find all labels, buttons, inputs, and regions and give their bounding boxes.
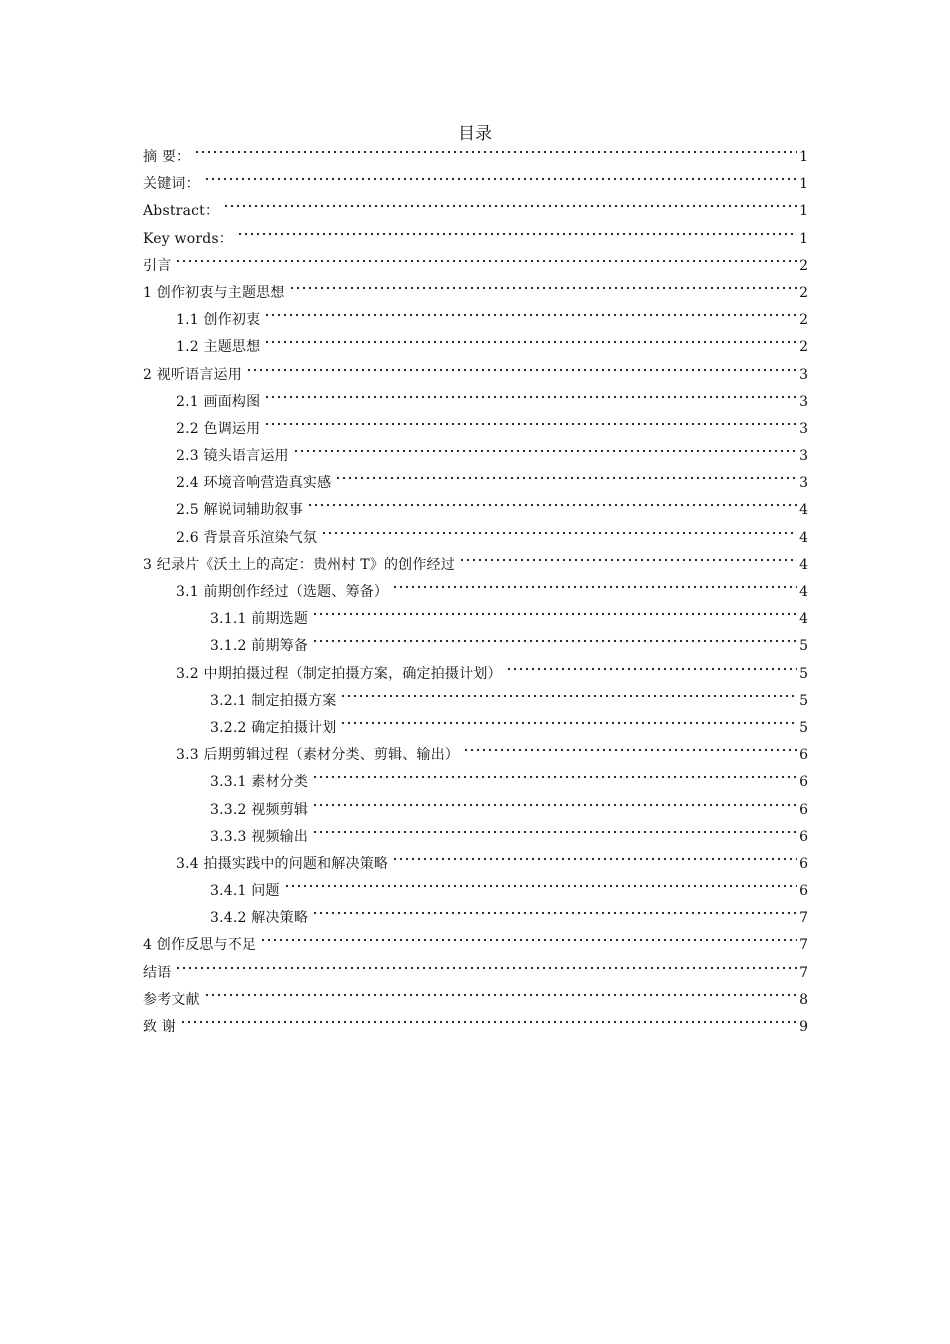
dot-leader (204, 174, 797, 184)
dot-leader (260, 935, 797, 945)
toc-entry-page-number: 4 (799, 584, 808, 600)
toc-entry[interactable] (143, 280, 808, 307)
toc-entry[interactable] (143, 960, 808, 987)
toc-entry[interactable] (143, 334, 808, 361)
toc-entry-page-number: 4 (799, 556, 808, 573)
dot-leader (194, 147, 797, 157)
dot-leader (340, 691, 797, 701)
toc-entry[interactable] (143, 824, 808, 851)
toc-entry-page-number: 6 (799, 883, 808, 900)
toc-entry-label: 2.4 环境音响营造真实感 (176, 475, 332, 492)
dot-leader (312, 609, 797, 619)
toc-entry-label: 3.4.1 问题 (210, 883, 280, 900)
toc-entry-label: 3.3 后期剪辑过程（素材分类、剪辑、输出） (176, 747, 460, 764)
dot-leader (506, 664, 797, 674)
toc-entry[interactable] (143, 253, 808, 280)
toc-entry-label: 引言 (143, 257, 172, 274)
toc-entry-page-number: 3 (799, 475, 808, 492)
dot-leader (392, 582, 797, 592)
toc-entry[interactable] (143, 742, 808, 769)
toc-entry-label: 3.2.1 制定拍摄方案 (210, 692, 337, 709)
toc-entry-page-number: 4 (799, 529, 808, 546)
dot-leader (463, 745, 797, 755)
dot-leader (175, 963, 797, 973)
toc-entry-page-number: 2 (799, 312, 808, 329)
dot-leader (335, 473, 797, 483)
toc-entry[interactable] (143, 688, 808, 715)
dot-leader (312, 800, 797, 810)
toc-entry-page-number: 6 (799, 801, 808, 818)
toc-entry[interactable] (143, 932, 808, 959)
toc-entry-page-number: 5 (799, 719, 808, 736)
toc-entry-page-number: 2 (799, 339, 808, 356)
toc-entry-page-number: 1 (799, 149, 808, 165)
toc-entry-label: 关键词： (143, 176, 200, 193)
dot-leader (312, 827, 797, 837)
toc-entry-page-number: 3 (799, 420, 808, 437)
toc-entry-label: 2.5 解说词辅助叙事 (176, 502, 303, 519)
toc-entry-label: 3.2.2 确定拍摄计划 (210, 719, 337, 736)
toc-entry-page-number: 6 (799, 855, 808, 872)
toc-entry-page-number: 3 (799, 393, 808, 410)
toc-entry-label: 3.3.2 视频剪辑 (210, 801, 309, 818)
toc-entry-label: 2 视听语言运用 (143, 366, 242, 383)
dot-leader (264, 419, 797, 429)
toc-entry[interactable] (143, 633, 808, 660)
dot-leader (180, 1017, 797, 1027)
toc-entry[interactable] (143, 171, 808, 198)
toc-entry[interactable] (143, 606, 808, 633)
toc-entry-page-number: 6 (799, 747, 808, 764)
toc-entry-page-number: 4 (799, 502, 808, 519)
toc-entry-label: 4 创作反思与不足 (143, 937, 257, 954)
toc-entry-page-number: 1 (799, 230, 808, 247)
toc-entry[interactable] (143, 497, 808, 524)
toc-entry[interactable] (143, 416, 808, 443)
dot-leader (289, 283, 798, 293)
toc-entry[interactable] (143, 661, 808, 688)
toc-entry-label: 3 纪录片《沃土上的高定：贵州村 T》的创作经过 (143, 556, 455, 573)
toc-entry-label: 3.1.2 前期筹备 (210, 638, 309, 655)
toc-entry-page-number: 7 (799, 910, 808, 927)
dot-leader (340, 718, 797, 728)
toc-entry[interactable] (143, 878, 808, 905)
toc-entry-page-number: 8 (799, 991, 808, 1008)
toc-entry[interactable] (143, 552, 808, 579)
toc-entry-page-number: 6 (799, 774, 808, 791)
dot-leader (204, 990, 797, 1000)
toc-entry-label: 致 谢 (143, 1019, 177, 1035)
toc-entry-page-number: 5 (799, 638, 808, 655)
dot-leader (264, 337, 797, 347)
toc-entry[interactable] (143, 769, 808, 796)
dot-leader (392, 854, 797, 864)
dot-leader (246, 365, 797, 375)
dot-leader (293, 446, 797, 456)
toc-entry-page-number: 7 (799, 964, 808, 981)
toc-entry-label: 3.4.2 解决策略 (210, 910, 309, 927)
toc-entry-label: 2.6 背景音乐渲染气氛 (176, 529, 318, 546)
toc-entry-label: 3.3.1 素材分类 (210, 774, 309, 791)
toc-entry-page-number: 1 (799, 203, 808, 220)
dot-leader (175, 256, 797, 266)
dot-leader (284, 881, 797, 891)
toc-entry-page-number: 3 (799, 448, 808, 465)
toc-entry-label: 2.1 画面构图 (176, 393, 261, 410)
toc-entry[interactable] (143, 1014, 808, 1041)
toc-entry-label: 1.1 创作初衷 (176, 312, 261, 329)
dot-leader (264, 392, 797, 402)
toc-entry-label: Key words： (143, 230, 233, 247)
toc-entry-label: 1 创作初衷与主题思想 (143, 284, 285, 301)
toc-entry-label: 摘 要： (143, 149, 191, 165)
dot-leader (459, 555, 797, 565)
dot-leader (307, 500, 797, 510)
toc-entry-label: 3.2 中期拍摄过程（制定拍摄方案，确定拍摄计划） (176, 665, 502, 682)
dot-leader (312, 636, 797, 646)
toc-entry-label: 3.1 前期创作经过（选题、筹备） (176, 584, 389, 600)
dot-leader (321, 528, 797, 538)
toc-entry[interactable] (143, 715, 808, 742)
dot-leader (237, 229, 797, 239)
toc-entry[interactable] (143, 198, 808, 225)
toc-entry-page-number: 2 (799, 257, 808, 274)
toc-entry-label: Abstract： (143, 203, 220, 220)
toc-entry[interactable] (143, 226, 808, 253)
toc-entry[interactable] (143, 905, 808, 932)
toc-entry-page-number: 5 (799, 692, 808, 709)
table-of-contents (143, 144, 808, 1041)
toc-entry[interactable] (143, 851, 808, 878)
toc-entry[interactable] (143, 307, 808, 334)
toc-entry-label: 3.3.3 视频输出 (210, 828, 309, 845)
dot-leader (264, 310, 797, 320)
toc-entry[interactable] (143, 443, 808, 470)
dot-leader (223, 201, 797, 211)
toc-entry[interactable] (143, 389, 808, 416)
toc-entry-page-number: 5 (799, 665, 808, 682)
toc-entry-page-number: 3 (799, 366, 808, 383)
toc-entry-label: 3.4 拍摄实践中的问题和解决策略 (176, 855, 389, 872)
dot-leader (312, 908, 797, 918)
toc-entry-page-number: 6 (799, 828, 808, 845)
toc-entry-page-number: 7 (799, 937, 808, 954)
toc-entry-label: 2.3 镜头语言运用 (176, 448, 289, 465)
toc-entry-page-number: 2 (799, 284, 808, 301)
toc-entry[interactable] (143, 797, 808, 824)
toc-entry[interactable] (143, 987, 808, 1014)
toc-entry[interactable] (143, 470, 808, 497)
toc-title: 目录 (458, 124, 492, 144)
toc-entry[interactable] (143, 144, 808, 171)
toc-entry[interactable] (143, 579, 808, 606)
toc-entry-label: 结语 (143, 964, 172, 981)
toc-entry-label: 2.2 色调运用 (176, 420, 261, 437)
toc-entry[interactable] (143, 362, 808, 389)
dot-leader (312, 772, 797, 782)
toc-entry[interactable] (143, 525, 808, 552)
toc-entry-label: 参考文献 (143, 991, 200, 1008)
toc-entry-label: 1.2 主题思想 (176, 339, 261, 356)
toc-entry-page-number: 9 (799, 1019, 808, 1035)
toc-entry-page-number: 4 (799, 611, 808, 628)
toc-entry-label: 3.1.1 前期选题 (210, 611, 309, 628)
toc-entry-page-number: 1 (799, 176, 808, 193)
